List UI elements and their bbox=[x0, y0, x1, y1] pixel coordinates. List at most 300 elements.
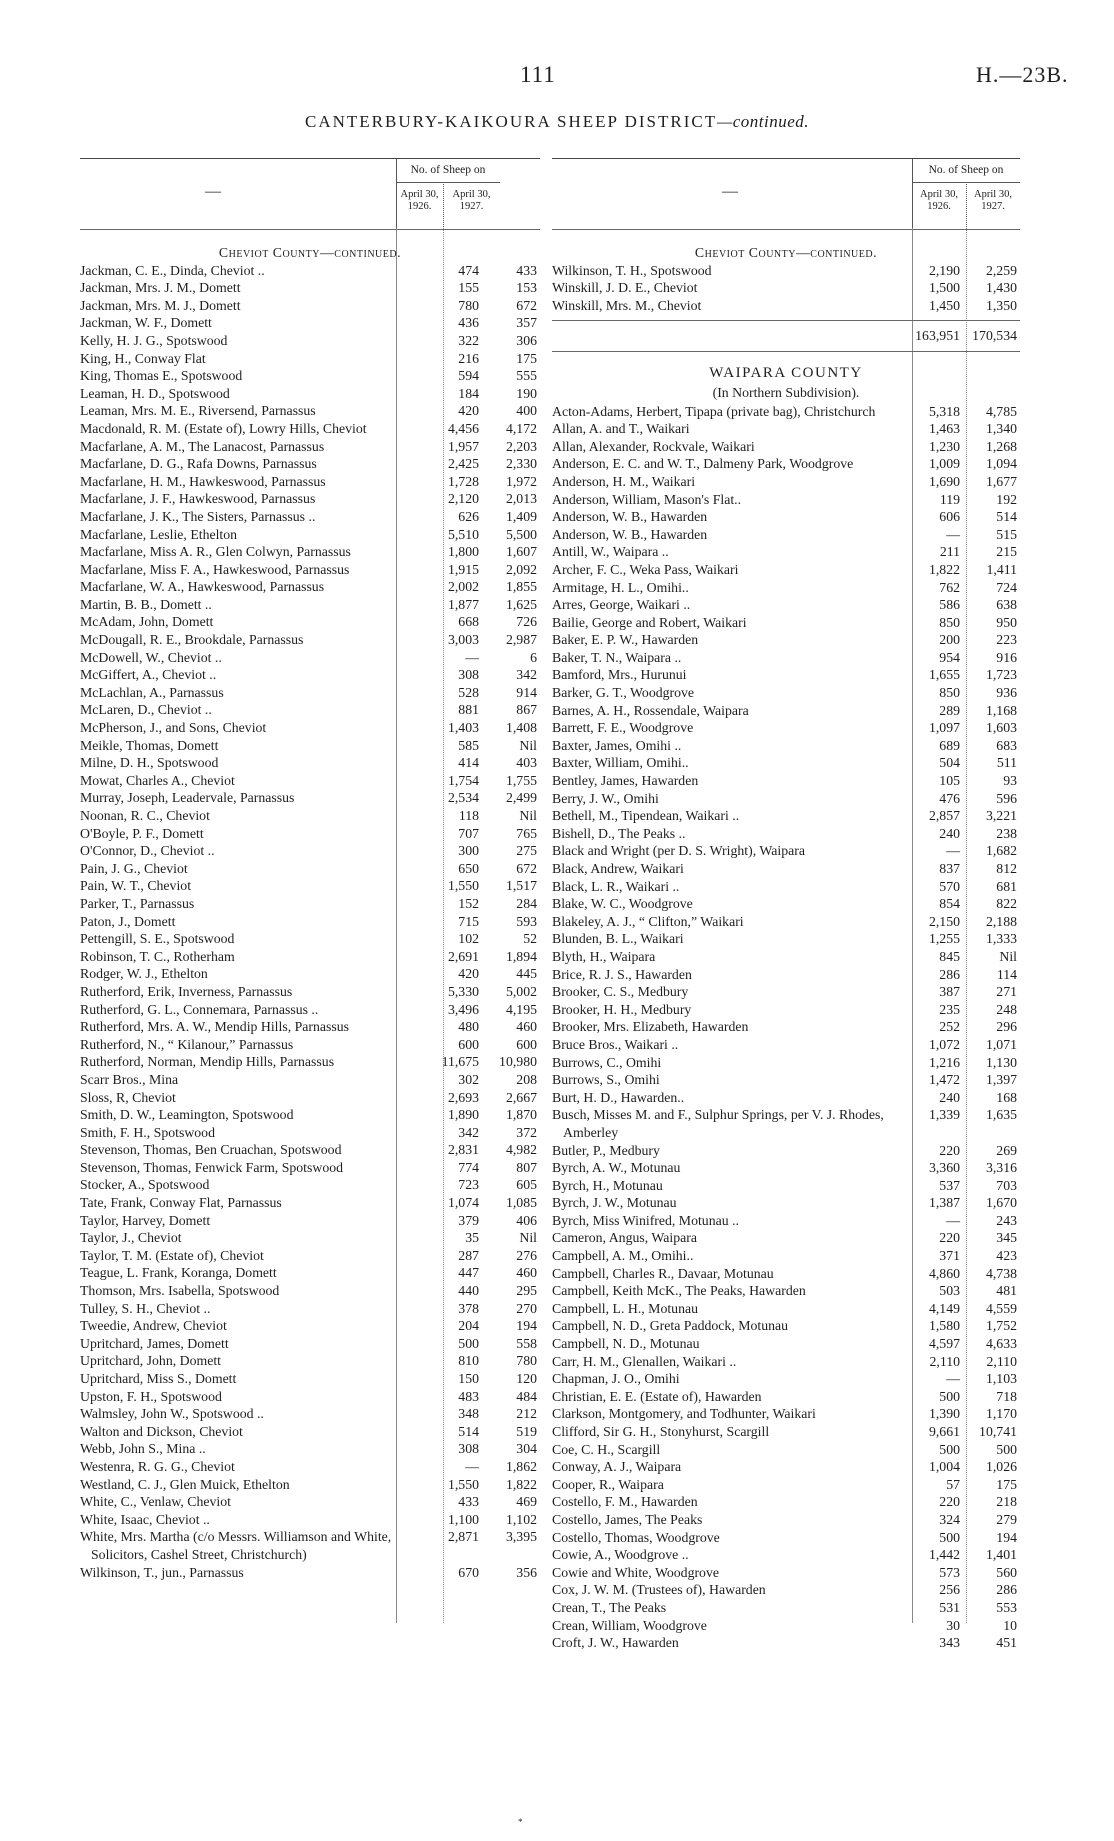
sheep-1927: 5,500 bbox=[505, 526, 537, 542]
sheep-1927: 93 bbox=[1003, 773, 1017, 789]
sheep-1926: 500 bbox=[458, 1335, 479, 1351]
sheep-1927: 600 bbox=[516, 1036, 537, 1052]
owner-name: Blake, W. C., Woodgrove bbox=[552, 896, 693, 912]
sheep-1927: 357 bbox=[516, 315, 537, 331]
owner-name: Parker, T., Parnassus bbox=[80, 895, 195, 911]
sheep-1926: 102 bbox=[458, 931, 479, 947]
owner-name: Chapman, J. O., Omihi bbox=[552, 1371, 680, 1387]
sheep-1926: 1,890 bbox=[447, 1107, 479, 1123]
sheep-1927: 248 bbox=[996, 1001, 1017, 1017]
owner-name: Bethell, M., Tipendean, Waikari .. bbox=[552, 808, 740, 824]
owner-name: Crean, T., The Peaks bbox=[552, 1599, 667, 1615]
date-1927-line2: 1927. bbox=[459, 201, 484, 212]
sheep-1927: 306 bbox=[516, 332, 537, 348]
name-column-header: — bbox=[722, 183, 738, 200]
table-row bbox=[80, 314, 540, 332]
table-row bbox=[80, 913, 540, 931]
sheep-1927: 1,408 bbox=[505, 720, 537, 736]
table-row bbox=[552, 1265, 1020, 1283]
sheep-1927: 1,170 bbox=[985, 1406, 1017, 1422]
table-row bbox=[80, 789, 540, 807]
owner-name: Campbell, Keith McK., The Peaks, Hawarden bbox=[552, 1283, 806, 1299]
table-row bbox=[80, 1335, 540, 1353]
sheep-1927: 2,110 bbox=[986, 1353, 1017, 1369]
sheep-1927: 2,667 bbox=[505, 1089, 537, 1105]
table-row bbox=[552, 1212, 1020, 1230]
owner-name: Winskill, J. D. E., Cheviot bbox=[552, 280, 698, 296]
cheviot-rows bbox=[552, 262, 1020, 315]
owner-name: Anderson, W. B., Hawarden bbox=[552, 526, 708, 542]
sheep-1927: 1,409 bbox=[505, 508, 537, 524]
owner-name: Macfarlane, Miss F. A., Hawkeswood, Parnassus bbox=[80, 561, 350, 577]
owner-name: Blyth, H., Waipara bbox=[552, 948, 656, 964]
owner-name: White, Mrs. Martha (c/o Messrs. Williamson and White, Solicitors, Cashel Street, Christchurch) bbox=[80, 1529, 392, 1562]
owner-name: Murray, Joseph, Leadervale, Parnassus bbox=[80, 790, 295, 806]
sheep-1927: Nil bbox=[519, 737, 537, 753]
sheep-1926: 2,871 bbox=[447, 1529, 479, 1545]
sheep-1926: 3,496 bbox=[447, 1001, 479, 1017]
table-row bbox=[80, 631, 540, 649]
sheep-1927: 10 bbox=[1003, 1617, 1017, 1633]
sheep-1926: 774 bbox=[458, 1159, 479, 1175]
sheep-1927: 703 bbox=[996, 1177, 1017, 1193]
sheep-1927: 1,870 bbox=[505, 1107, 537, 1123]
sheep-1926: 474 bbox=[458, 262, 479, 278]
sheep-1927: 4,559 bbox=[985, 1300, 1017, 1316]
owner-name: Campbell, N. D., Motunau bbox=[552, 1336, 700, 1352]
owner-name: Burt, H. D., Hawarden.. bbox=[552, 1089, 685, 1105]
sheep-1926: 2,831 bbox=[447, 1142, 479, 1158]
sheep-1926: 4,456 bbox=[447, 420, 479, 436]
table-row bbox=[80, 262, 540, 280]
owner-name: Brooker, H. H., Medbury bbox=[552, 1001, 692, 1017]
sheep-1927: 672 bbox=[516, 860, 537, 876]
sheep-1926: 707 bbox=[458, 825, 479, 841]
sheep-1926: — bbox=[946, 526, 960, 542]
sheep-1927: 4,195 bbox=[505, 1001, 537, 1017]
table-row bbox=[80, 772, 540, 790]
date-1926-line1: April 30, bbox=[400, 189, 439, 200]
sheep-1926: 881 bbox=[458, 702, 479, 718]
sheep-1927: 403 bbox=[516, 755, 537, 771]
owner-name: King, Thomas E., Spotswood bbox=[80, 368, 243, 384]
sheep-1927: 514 bbox=[996, 509, 1017, 525]
sheep-1927: 218 bbox=[996, 1494, 1017, 1510]
sheep-1927: 4,785 bbox=[985, 403, 1017, 419]
table-row bbox=[80, 1159, 540, 1177]
sheep-1927: 2,203 bbox=[505, 438, 537, 454]
owner-name: Upston, F. H., Spotswood bbox=[80, 1388, 222, 1404]
table-row bbox=[552, 913, 1020, 931]
sheep-1927: 1,071 bbox=[985, 1036, 1017, 1052]
table-row bbox=[80, 930, 540, 948]
owner-name: Allan, Alexander, Rockvale, Waikari bbox=[552, 438, 755, 454]
sheep-1927: 4,738 bbox=[985, 1265, 1017, 1281]
sheep-1926: — bbox=[946, 1212, 960, 1228]
owner-name: Martin, B. B., Domett .. bbox=[80, 596, 212, 612]
owner-name: Macfarlane, W. A., Hawkeswood, Parnassus bbox=[80, 579, 325, 595]
sheep-1927: Nil bbox=[519, 808, 537, 823]
table-row bbox=[552, 596, 1020, 614]
table-row bbox=[552, 1441, 1020, 1459]
sheep-1926: 586 bbox=[939, 597, 960, 613]
sheep-1926: 2,693 bbox=[447, 1089, 479, 1105]
footer-mark: * bbox=[518, 1817, 523, 1827]
sheep-1927: 460 bbox=[516, 1019, 537, 1035]
owner-name: Wilkinson, T., jun., Parnassus bbox=[80, 1564, 244, 1580]
sheep-1926: 854 bbox=[939, 896, 960, 912]
sheep-1927: 681 bbox=[996, 878, 1017, 894]
sheep-1927: 481 bbox=[996, 1283, 1017, 1299]
table-row bbox=[552, 1089, 1020, 1107]
sheep-1926: 252 bbox=[939, 1019, 960, 1035]
owner-name: Costello, F. M., Hawarden bbox=[552, 1494, 698, 1510]
table-row bbox=[552, 878, 1020, 896]
owner-name: Upritchard, John, Domett bbox=[80, 1353, 222, 1369]
table-row bbox=[80, 860, 540, 878]
sheep-1927: 1,430 bbox=[985, 280, 1017, 296]
table-row bbox=[80, 1001, 540, 1019]
sheep-1926: 1,877 bbox=[447, 596, 479, 612]
table-row bbox=[552, 737, 1020, 755]
table-row bbox=[80, 825, 540, 843]
sheep-1927: 342 bbox=[516, 667, 537, 683]
sheep-1926: 1,403 bbox=[447, 720, 479, 736]
sheep-1927: 936 bbox=[996, 685, 1017, 701]
sheep-1927: 5,002 bbox=[505, 983, 537, 999]
date-1926-line2: 1926. bbox=[927, 201, 951, 212]
owner-name: Stevenson, Thomas, Fenwick Farm, Spotswood bbox=[80, 1159, 344, 1175]
sheep-1927: 1,894 bbox=[505, 948, 537, 964]
owner-name: Black and Wright (per D. S. Wright), Waipara bbox=[552, 843, 805, 859]
table-row bbox=[80, 1493, 540, 1511]
sheep-1926: 594 bbox=[458, 368, 479, 384]
sheep-1926: 600 bbox=[458, 1036, 479, 1052]
sheep-1927: 469 bbox=[516, 1494, 537, 1510]
sheep-1927: 190 bbox=[516, 385, 537, 401]
left-sheep-table bbox=[80, 230, 540, 1581]
owner-name: Brooker, C. S., Medbury bbox=[552, 984, 689, 1000]
sheep-1926: 289 bbox=[939, 702, 960, 718]
owner-name: Jackman, Mrs. J. M., Domett bbox=[80, 280, 241, 296]
sheep-1927: 1,103 bbox=[985, 1371, 1017, 1387]
owner-name: Jackman, C. E., Dinda, Cheviot .. bbox=[80, 262, 265, 278]
sheep-1927: 672 bbox=[516, 297, 537, 313]
owner-name: Pain, W. T., Cheviot bbox=[80, 878, 192, 894]
table-row bbox=[80, 1036, 540, 1054]
date-1926-line1: April 30, bbox=[920, 189, 958, 200]
owner-name: Pain, J. G., Cheviot bbox=[80, 860, 188, 876]
county-subheading: (In Northern Subdivision). bbox=[712, 384, 860, 400]
sheep-1927: 596 bbox=[996, 790, 1017, 806]
sheep-1926: 1,822 bbox=[928, 561, 960, 577]
sheep-1926: 1,580 bbox=[928, 1318, 960, 1334]
sheep-1926: 500 bbox=[939, 1441, 960, 1457]
table-row bbox=[552, 1529, 1020, 1547]
sheep-1927: 1,350 bbox=[985, 297, 1017, 313]
sheep-1927: 1,822 bbox=[505, 1476, 537, 1492]
sheep-1926: 155 bbox=[458, 280, 479, 296]
owner-name: Costello, Thomas, Woodgrove bbox=[552, 1529, 720, 1545]
sheep-1927: 243 bbox=[996, 1212, 1017, 1228]
owner-name: Jackman, Mrs. M. J., Domett bbox=[80, 297, 241, 313]
sheep-1926: 57 bbox=[946, 1476, 960, 1492]
sheep-1927: 726 bbox=[516, 614, 537, 630]
sheep-1927: Nil bbox=[999, 948, 1017, 964]
left-column bbox=[80, 158, 540, 1581]
sheep-1926: 503 bbox=[939, 1283, 960, 1299]
sheep-1926: 570 bbox=[939, 878, 960, 894]
sheep-1926: 3,003 bbox=[447, 632, 479, 648]
sheep-1926: 500 bbox=[939, 1388, 960, 1404]
owner-name: Macfarlane, H. M., Hawkeswood, Parnassus bbox=[80, 473, 326, 489]
right-column bbox=[552, 158, 1020, 1652]
table-row bbox=[80, 543, 540, 561]
sheep-1926: 379 bbox=[458, 1212, 479, 1228]
sheep-1927: 484 bbox=[516, 1388, 537, 1404]
sheep-1926: 216 bbox=[458, 350, 479, 366]
sheep-1927: 286 bbox=[996, 1582, 1017, 1598]
sheep-1926: 1,957 bbox=[447, 438, 479, 454]
table-row bbox=[552, 1405, 1020, 1423]
sheep-1927: 279 bbox=[996, 1511, 1017, 1527]
owner-name: Rodger, W. J., Ethelton bbox=[80, 966, 208, 982]
sheep-1926: 606 bbox=[939, 509, 960, 525]
sheep-1926: 5,318 bbox=[928, 403, 960, 419]
sheep-1926: 1,009 bbox=[928, 456, 960, 472]
owner-name: Smith, F. H., Spotswood bbox=[80, 1124, 215, 1140]
sheep-1927: 296 bbox=[996, 1019, 1017, 1035]
sheep-1927: 212 bbox=[516, 1406, 537, 1422]
table-row bbox=[80, 1352, 540, 1370]
table-row bbox=[552, 403, 1020, 421]
owner-name: Costello, James, The Peaks bbox=[552, 1511, 703, 1527]
sheep-1926: 1,230 bbox=[928, 438, 960, 454]
sheep-1927: 3,395 bbox=[505, 1529, 537, 1545]
county-heading: WAIPARA COUNTY bbox=[709, 364, 863, 381]
sheep-1927: 10,980 bbox=[499, 1054, 537, 1070]
table-row bbox=[80, 526, 540, 544]
sheep-1926: 348 bbox=[458, 1406, 479, 1422]
owner-name: Westenra, R. G. G., Cheviot bbox=[80, 1458, 235, 1474]
sheep-1927: 6 bbox=[530, 649, 537, 665]
sheep-1926: 420 bbox=[458, 403, 479, 419]
sheep-1926: 220 bbox=[939, 1494, 960, 1510]
sheep-1926: 2,534 bbox=[447, 790, 479, 806]
sheep-1927: 1,130 bbox=[985, 1054, 1017, 1070]
table-row bbox=[552, 1142, 1020, 1160]
table-row bbox=[552, 1511, 1020, 1529]
sheep-1926: 420 bbox=[458, 966, 479, 982]
right-table-header bbox=[552, 158, 1020, 230]
sheep-1927: 1,972 bbox=[505, 473, 537, 489]
sheep-1927: 1,102 bbox=[505, 1511, 537, 1527]
sheep-1927: 822 bbox=[996, 896, 1017, 912]
owner-name: Byrch, Miss Winifred, Motunau .. bbox=[552, 1212, 739, 1228]
sheep-1927: 1,862 bbox=[505, 1458, 537, 1474]
sheep-1926: 2,120 bbox=[447, 491, 479, 507]
table-row bbox=[552, 473, 1020, 491]
sheep-1927: 1,635 bbox=[985, 1107, 1017, 1123]
table-row bbox=[552, 702, 1020, 720]
owner-name: Rutherford, Erik, Inverness, Parnassus bbox=[80, 983, 293, 999]
table-row bbox=[552, 1546, 1020, 1564]
table-row bbox=[80, 332, 540, 350]
sheep-1926: 1,915 bbox=[447, 561, 479, 577]
table-row bbox=[552, 1493, 1020, 1511]
sheep-1927: 304 bbox=[516, 1441, 537, 1457]
table-row bbox=[552, 860, 1020, 878]
owner-name: Crean, William, Woodgrove bbox=[552, 1617, 707, 1633]
cheviot-total-row bbox=[552, 320, 1020, 352]
sheep-1926: 4,149 bbox=[928, 1300, 960, 1316]
sheep-1927: 558 bbox=[516, 1335, 537, 1351]
sheep-1926: 30 bbox=[946, 1617, 960, 1633]
table-row bbox=[552, 1370, 1020, 1388]
sheep-1926: 476 bbox=[939, 790, 960, 806]
sheep-1926: 150 bbox=[458, 1371, 479, 1386]
table-row bbox=[80, 877, 540, 895]
page-number: 111 bbox=[520, 62, 556, 87]
owner-name: Macfarlane, J. K., The Sisters, Parnassus .. bbox=[80, 508, 316, 524]
sheep-1927: 2,188 bbox=[985, 913, 1017, 929]
sheep-count-header: No. of Sheep on bbox=[410, 164, 486, 176]
table-row bbox=[80, 455, 540, 473]
sheep-1926: 440 bbox=[458, 1283, 479, 1299]
table-row bbox=[552, 930, 1020, 948]
owner-name: Byrch, A. W., Motunau bbox=[552, 1160, 681, 1176]
sheep-1927: 4,633 bbox=[985, 1336, 1017, 1352]
sheep-1926: 1,255 bbox=[928, 931, 960, 947]
table-row bbox=[80, 1370, 540, 1388]
sheep-1927: 451 bbox=[996, 1635, 1017, 1651]
total-1926: 163,951 bbox=[915, 328, 960, 344]
owner-name: Scarr Bros., Mina bbox=[80, 1071, 179, 1087]
owner-name: Cooper, R., Waipara bbox=[552, 1476, 664, 1492]
owner-name: Berry, J. W., Omihi bbox=[552, 790, 659, 806]
owner-name: Burrows, C., Omihi bbox=[552, 1054, 662, 1070]
owner-name: Macfarlane, Leslie, Ethelton bbox=[80, 526, 238, 542]
sheep-1926: 119 bbox=[939, 491, 960, 507]
table-row bbox=[80, 965, 540, 983]
table-row bbox=[80, 596, 540, 614]
table-row bbox=[552, 1617, 1020, 1635]
owner-name: Paton, J., Domett bbox=[80, 913, 176, 929]
table-row bbox=[552, 1036, 1020, 1054]
sheep-1927: 2,330 bbox=[505, 456, 537, 472]
table-row bbox=[552, 684, 1020, 702]
sheep-1927: 914 bbox=[516, 684, 537, 700]
sheep-1926: 4,597 bbox=[928, 1336, 960, 1352]
owner-name: Taylor, Harvey, Domett bbox=[80, 1212, 211, 1228]
owner-name: Baxter, William, Omihi.. bbox=[552, 755, 689, 771]
sheep-1926: 300 bbox=[458, 843, 479, 859]
sheep-1926: 1,004 bbox=[928, 1459, 960, 1475]
owner-name: Upritchard, James, Domett bbox=[80, 1335, 229, 1351]
sheep-1926: 308 bbox=[458, 667, 479, 683]
owner-name: McDougall, R. E., Brookdale, Parnassus bbox=[80, 632, 304, 648]
sheep-1926: 211 bbox=[939, 544, 960, 560]
sheep-1927: 194 bbox=[996, 1529, 1017, 1545]
table-row bbox=[80, 895, 540, 913]
date-1926-header bbox=[396, 189, 443, 213]
sheep-1926: 11,675 bbox=[441, 1054, 479, 1070]
table-row bbox=[80, 1229, 540, 1247]
table-row bbox=[80, 842, 540, 860]
sheep-1926: 414 bbox=[458, 755, 479, 771]
sheep-1926: 1,442 bbox=[928, 1547, 960, 1563]
sheep-1926: 118 bbox=[458, 808, 479, 823]
owner-name: Walton and Dickson, Cheviot bbox=[80, 1423, 243, 1439]
owner-name: Macdonald, R. M. (Estate of), Lowry Hills, Cheviot bbox=[80, 420, 367, 436]
sheep-1927: 1,401 bbox=[985, 1547, 1017, 1563]
table-row bbox=[80, 1388, 540, 1406]
table-row bbox=[80, 1106, 540, 1124]
owner-name: Baxter, James, Omihi .. bbox=[552, 737, 682, 753]
sheep-1926: 342 bbox=[458, 1124, 479, 1140]
owner-name: Meikle, Thomas, Domett bbox=[80, 737, 219, 753]
table-row bbox=[552, 438, 1020, 456]
table-row bbox=[80, 1124, 540, 1142]
owner-name: Clifford, Sir G. H., Stonyhurst, Scargill bbox=[552, 1424, 770, 1439]
table-row bbox=[552, 1001, 1020, 1019]
table-row bbox=[552, 561, 1020, 579]
owner-name: Cameron, Angus, Waipara bbox=[552, 1230, 698, 1246]
table-row bbox=[552, 966, 1020, 984]
left-table-header bbox=[80, 158, 540, 230]
sheep-1927: 638 bbox=[996, 597, 1017, 613]
table-row bbox=[80, 1071, 540, 1089]
sheep-1926: 286 bbox=[939, 966, 960, 982]
sheep-1927: 52 bbox=[523, 931, 537, 947]
owner-name: Blakeley, A. J., “ Clifton,” Waikari bbox=[552, 913, 744, 929]
sheep-1927: 153 bbox=[516, 280, 537, 296]
owner-name: Smith, D. W., Leamington, Spotswood bbox=[80, 1107, 294, 1123]
table-row bbox=[552, 1159, 1020, 1177]
sheep-1926: 845 bbox=[939, 948, 960, 964]
sheep-count-header: No. of Sheep on bbox=[928, 164, 1004, 176]
owner-name: Christian, E. E. (Estate of), Hawarden bbox=[552, 1388, 762, 1404]
table-row bbox=[552, 1353, 1020, 1371]
sheep-1926: 256 bbox=[939, 1582, 960, 1598]
sheep-1927: 780 bbox=[516, 1353, 537, 1369]
table-row bbox=[80, 367, 540, 385]
owner-name: Robinson, T. C., Rotherham bbox=[80, 948, 235, 964]
sheep-1927: 1,625 bbox=[505, 596, 537, 612]
owner-name: Anderson, E. C. and W. T., Dalmeny Park, Woodgrove bbox=[552, 456, 854, 472]
sheep-1926: — bbox=[946, 843, 960, 859]
table-row bbox=[80, 948, 540, 966]
date-1927-line1: April 30, bbox=[452, 189, 491, 200]
table-row bbox=[80, 807, 540, 825]
owner-name: Teague, L. Frank, Koranga, Domett bbox=[80, 1265, 277, 1281]
owner-name: Macfarlane, Miss A. R., Glen Colwyn, Parnassus bbox=[80, 544, 351, 560]
table-row bbox=[552, 1194, 1020, 1212]
page-title bbox=[0, 112, 1114, 132]
owner-name: Croft, J. W., Hawarden bbox=[552, 1635, 679, 1651]
table-row bbox=[552, 262, 1020, 280]
table-row bbox=[80, 402, 540, 420]
sheep-1926: 5,330 bbox=[447, 983, 479, 999]
owner-name: Jackman, W. F., Domett bbox=[80, 315, 212, 331]
sheep-1926: 762 bbox=[939, 579, 960, 595]
title-continued: —continued. bbox=[717, 112, 810, 131]
table-row bbox=[552, 1564, 1020, 1582]
table-row bbox=[80, 490, 540, 508]
sheep-1926: 220 bbox=[939, 1142, 960, 1158]
owner-name: Conway, A. J., Waipara bbox=[552, 1459, 682, 1475]
sheep-1926: 1,072 bbox=[928, 1036, 960, 1052]
